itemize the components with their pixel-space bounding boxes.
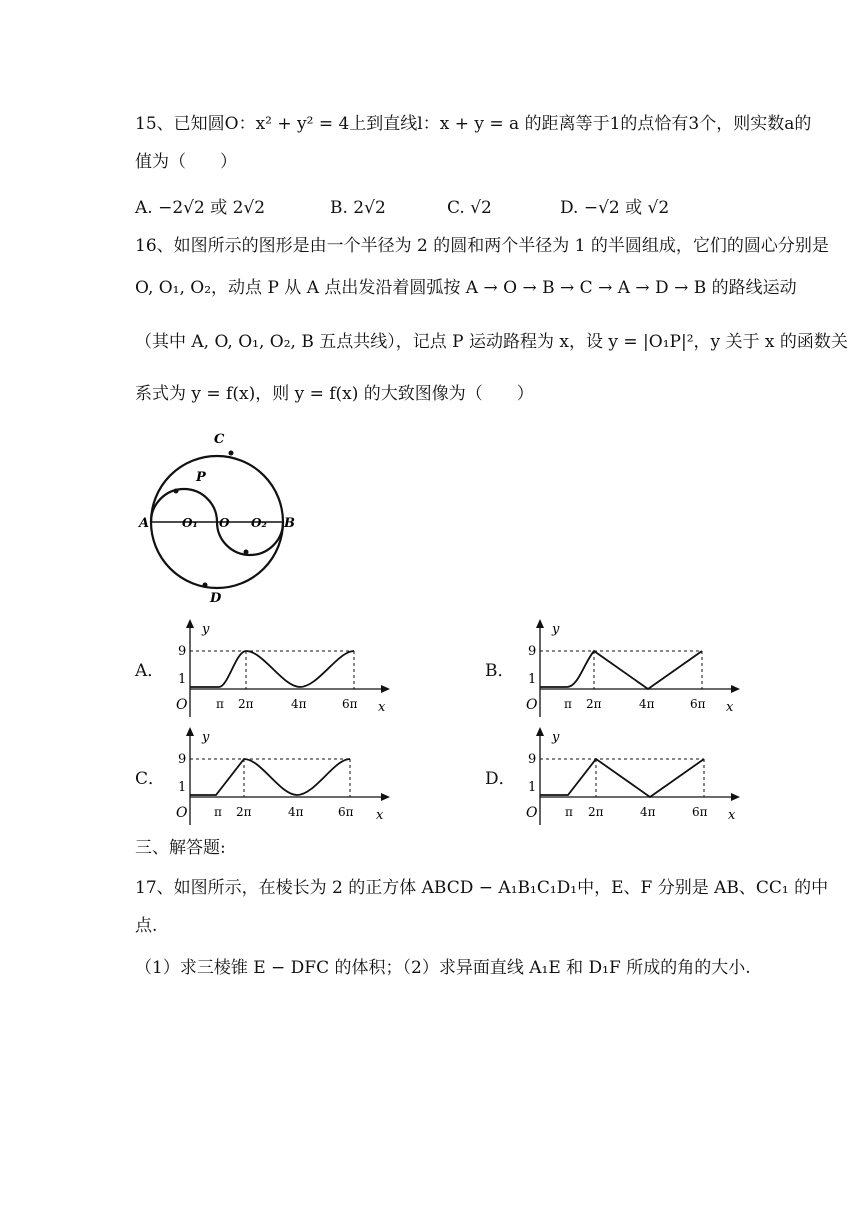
svg-text:y: y: [202, 622, 210, 637]
label-d: D: [210, 591, 222, 606]
svg-text:2π: 2π: [586, 697, 602, 711]
svg-text:x: x: [728, 808, 736, 823]
svg-text:O: O: [176, 697, 188, 713]
svg-text:π: π: [565, 805, 573, 819]
graph-option-a-label: A．: [135, 661, 165, 681]
svg-text:y: y: [202, 730, 210, 745]
q15-option-a: A. −2√2 或 2√2: [135, 198, 266, 218]
q15-option-b: B. 2√2: [330, 198, 386, 218]
label-c: C: [214, 432, 225, 447]
svg-text:y: y: [552, 730, 560, 745]
svg-text:2π: 2π: [238, 697, 254, 711]
svg-text:1: 1: [528, 672, 537, 687]
svg-text:π: π: [216, 697, 224, 711]
svg-text:1: 1: [178, 672, 187, 687]
q16-line3: （其中 A, O, O₁, O₂, B 五点共线），记点 P 运动路程为 x，设 y = |O₁P|²，y 关于 x 的函数关: [135, 332, 848, 352]
svg-text:4π: 4π: [640, 805, 656, 819]
svg-text:y: y: [552, 622, 560, 637]
svg-text:x: x: [726, 700, 734, 715]
q15-line1: 15、已知圆O：x² + y² = 4上到直线l：x + y = a 的距离等于1的点恰有3个，则实数a的: [135, 114, 812, 134]
graph-d: [518, 723, 748, 835]
q16-line4: 系式为 y = f(x)，则 y = f(x) 的大致图像为（ ）: [135, 384, 534, 404]
label-a: A: [139, 516, 150, 531]
svg-text:9: 9: [528, 644, 537, 659]
label-o: O: [219, 516, 230, 530]
graph-option-c-label: C．: [135, 769, 166, 789]
svg-text:9: 9: [178, 752, 187, 767]
svg-text:6π: 6π: [338, 805, 354, 819]
graph-b: [518, 615, 748, 727]
q16-line1: 16、如图所示的图形是由一个半径为 2 的圆和两个半径为 1 的半圆组成，它们的圆心分别是: [135, 236, 829, 256]
q16-line2: O, O₁, O₂，动点 P 从 A 点出发沿着圆弧按 A → O → B → C → A → D → B 的路线运动: [135, 278, 797, 298]
label-o1: O₁: [182, 516, 198, 530]
svg-text:6π: 6π: [342, 697, 358, 711]
svg-text:2π: 2π: [236, 805, 252, 819]
svg-text:4π: 4π: [291, 697, 307, 711]
svg-text:O: O: [176, 805, 188, 821]
graph-option-b-label: B．: [485, 661, 515, 681]
q15-line2: 值为（ ）: [135, 152, 237, 172]
svg-text:π: π: [564, 697, 572, 711]
svg-text:x: x: [378, 700, 386, 715]
svg-text:O: O: [526, 697, 538, 713]
svg-text:π: π: [214, 805, 222, 819]
label-p: P: [196, 470, 206, 485]
q17-line1: 17、如图所示，在棱长为 2 的正方体 ABCD − A₁B₁C₁D₁中，E、F 分别是 AB、CC₁ 的中: [135, 878, 829, 898]
q17-line3: （1）求三棱锥 E − DFC 的体积；（2）求异面直线 A₁E 和 D₁F 所成的角的大小.: [135, 958, 751, 978]
graph-option-d-label: D．: [485, 769, 516, 789]
svg-text:9: 9: [528, 752, 537, 767]
svg-text:4π: 4π: [288, 805, 304, 819]
svg-text:1: 1: [178, 780, 187, 795]
graph-c: [168, 723, 398, 835]
q16-circle-figure: [130, 428, 310, 608]
svg-text:6π: 6π: [690, 697, 706, 711]
q15-option-c: C. √2: [447, 198, 492, 218]
q15-option-d: D. −√2 或 √2: [560, 198, 670, 218]
svg-text:2π: 2π: [588, 805, 604, 819]
svg-text:9: 9: [178, 644, 187, 659]
svg-text:4π: 4π: [639, 697, 655, 711]
svg-text:6π: 6π: [692, 805, 708, 819]
svg-text:1: 1: [528, 780, 537, 795]
label-b: B: [284, 516, 295, 531]
section-heading: 三、解答题:: [135, 838, 226, 858]
label-o2: O₂: [251, 516, 267, 530]
svg-text:O: O: [526, 805, 538, 821]
q17-line2: 点.: [135, 916, 158, 936]
svg-text:x: x: [376, 808, 384, 823]
graph-a: [168, 615, 398, 727]
